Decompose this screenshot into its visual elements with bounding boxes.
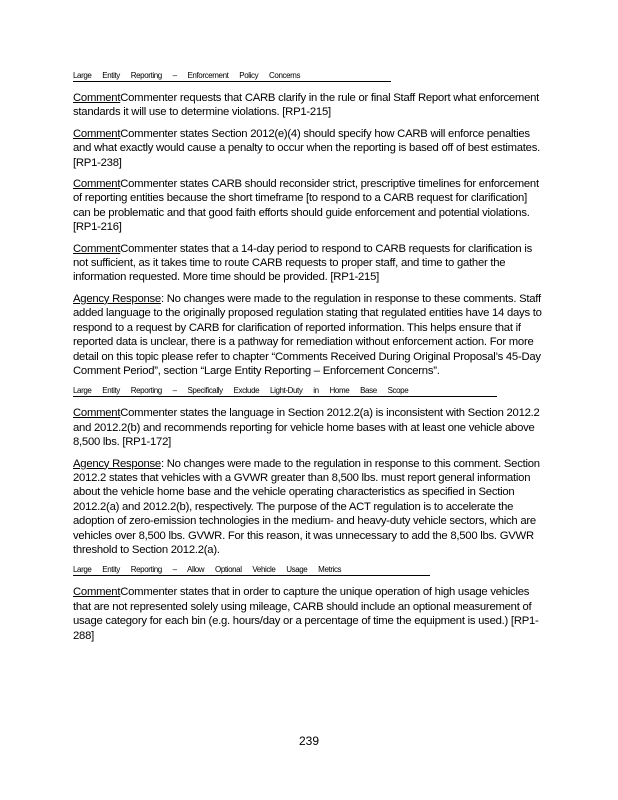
agency-response-paragraph — [73, 292, 543, 378]
comment-label: Comment — [73, 586, 121, 599]
comment-text: Commenter states that a 14-day period to respond to CARB requests for clarification is not sufficient, as it takes time to route CARB requests to proper staff, and time to gather the information requested. More time should be provided. [RP1-215] — [73, 242, 532, 284]
document-body — [73, 70, 543, 650]
agency-response-label: Agency Response — [73, 457, 161, 470]
comment-paragraph — [73, 91, 543, 120]
agency-response-paragraph — [73, 457, 543, 558]
page-number: 239 — [298, 734, 320, 748]
comment-label: Comment — [73, 178, 121, 191]
comment-paragraph — [73, 177, 543, 235]
section-heading-enforcement: Large Entity Reporting – Enforcement Policy Concerns — [73, 70, 391, 82]
agency-response-text: : No changes were made to the regulation in response to these comments. Staff added language to the originally proposed regulation stating that regulated entities have 14 days to respond to a request by CARB for clarification of reported information. This helps ensure that if reported data is unclear, there is a pathway for remediation without enforcement action. For more detail on this topic please refer to chapter “Comments Received During Original Proposal’s 45-Day Comment Period”, section “Large Entity Reporting – Enforcement Concerns”. — [73, 292, 542, 377]
comment-label: Comment — [73, 127, 121, 140]
comment-label: Comment — [73, 242, 121, 255]
comment-text: Commenter requests that CARB clarify in the rule or final Staff Report what enforcement standards it will use to determine violations. [RP1-215] — [73, 92, 540, 119]
agency-response-label: Agency Response — [73, 292, 161, 305]
section-heading-usage-metrics: Large Entity Reporting – Allow Optional Vehicle Usage Metrics — [73, 564, 430, 576]
section-heading-home-base-scope: Large Entity Reporting – Specifically Exclude Light-Duty in Home Base Scope — [73, 385, 497, 397]
comment-text: Commenter states the language in Section 2012.2(a) is inconsistent with Section 2012.2 and 2012.2(b) and recommends reporting for vehicle home bases with at least one vehicle above 8,500 lbs. [RP1-172] — [73, 407, 540, 449]
agency-response-text: : No changes were made to the regulation in response to this comment. Section 2012.2 states that vehicles with a GVWR greater than 8,500 lbs. must report general information about the vehicle home base and the vehicle operating characteristics as specified in Section 2012.2(a) and 2012.2(b), respectively. The purpose of the ACT regulation is to accelerate the adoption of zero-emission technologies in the medium- and heavy-duty vehicle sectors, which are vehicles over 8,500 lbs. GVWR. For this reason, it was unnecessary to add the 8,500 lbs. GVWR threshold to Section 2012.2(a). — [73, 457, 540, 556]
comment-text: Commenter states Section 2012(e)(4) should specify how CARB will enforce penalties and what exactly would cause a penalty to occur when the reporting is based off of best estimates. [RP1-238] — [73, 127, 540, 169]
comment-label: Comment — [73, 407, 121, 420]
comment-text: Commenter states CARB should reconsider strict, prescriptive timelines for enforcement of reporting entities because the short timeframe [to respond to a CARB request for clarification] can be problematic and that good faith efforts should guide enforcement and potential violations. [RP1-216] — [73, 178, 539, 234]
comment-text: Commenter states that in order to capture the unique operation of high usage vehicles that are not represented solely using mileage, CARB should include an optional measurement of usage category for each bin (e.g. hours/day or a percentage of time the equipment is used.) [RP1-288] — [73, 586, 539, 642]
comment-paragraph — [73, 127, 543, 170]
comment-paragraph — [73, 406, 543, 449]
comment-label: Comment — [73, 92, 121, 104]
comment-paragraph — [73, 242, 543, 285]
comment-paragraph — [73, 585, 543, 643]
